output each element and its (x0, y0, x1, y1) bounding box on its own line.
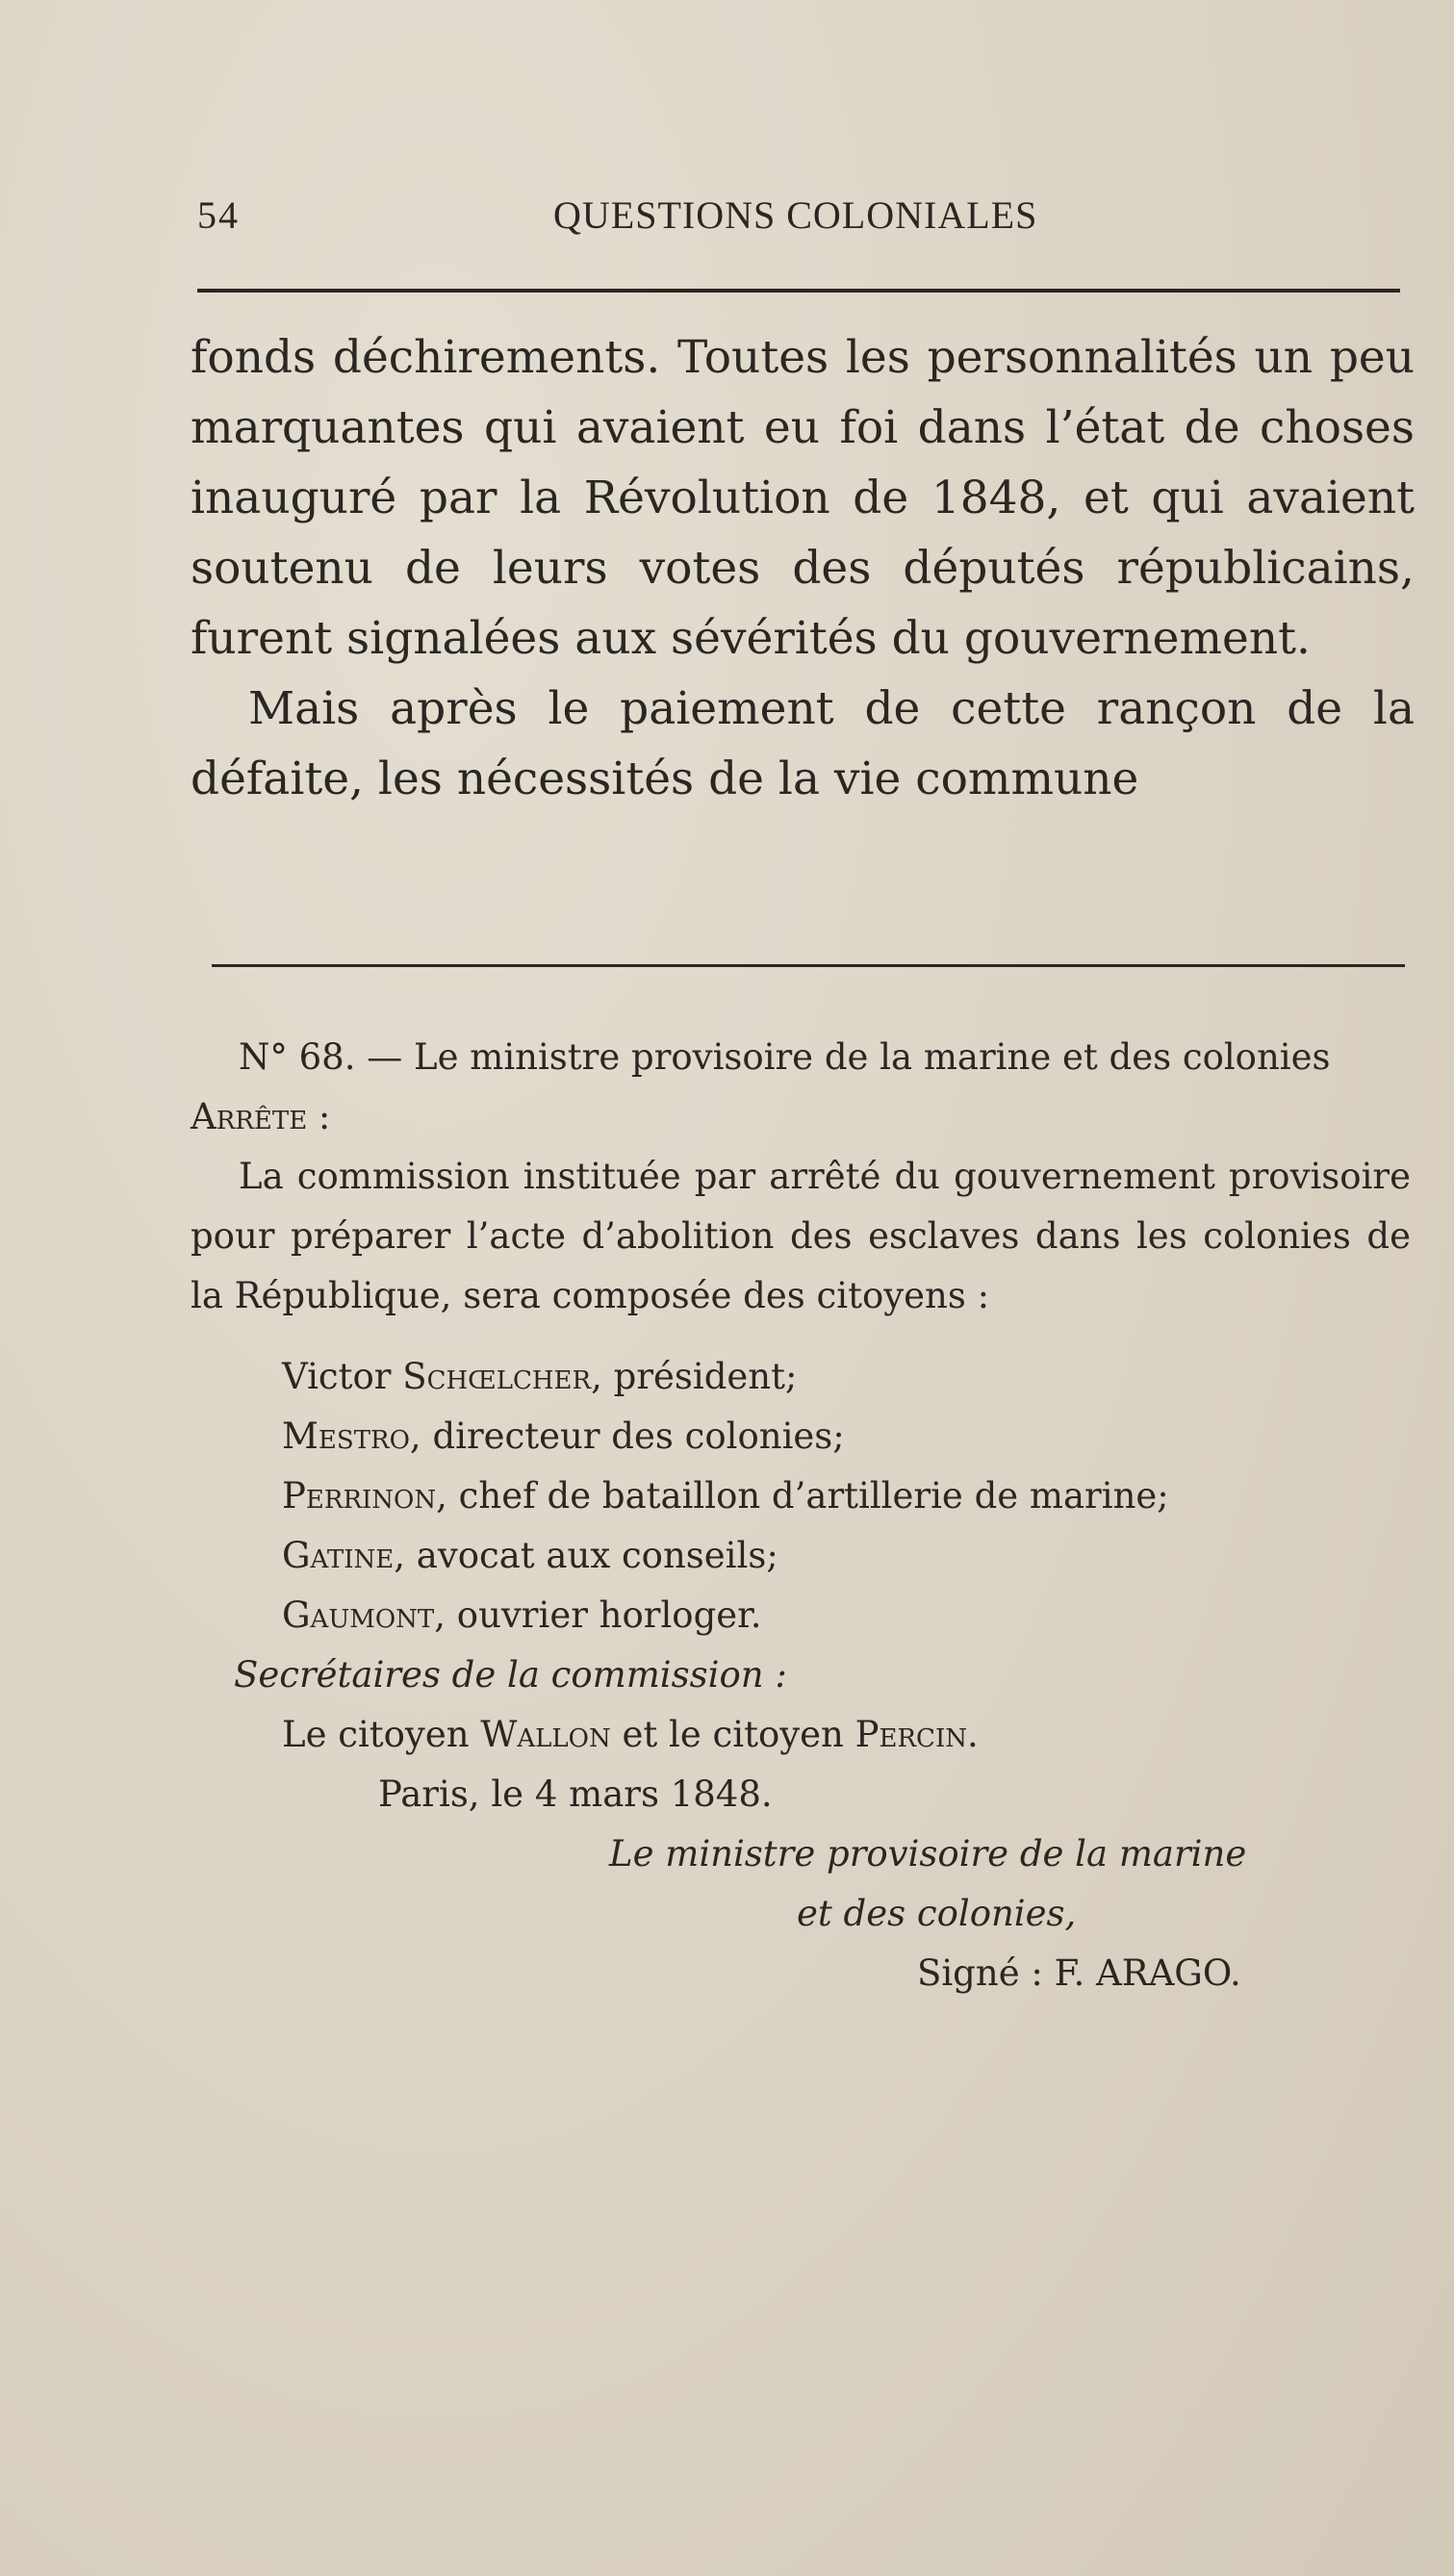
decree-text: La commission instituée par arrêté du gouvernement provisoire pour préparer l’acte d’abolition des esclaves dans les colonies de la République, sera composée des citoyens : (191, 1156, 1411, 1316)
running-header (197, 192, 1400, 250)
paragraph-1: fonds déchirements. Toutes les personnalités un peu marquantes qui avaient eu foi dans l’état de choses inauguré par la Révolution de 1848, et qui avaient soutenu de leurs votes des députés républicains, furent signalées aux sévérités du gouvernement. (191, 331, 1415, 665)
document-number: N° 68. — Le ministre provisoire de la marine et des colonies (239, 1036, 1331, 1078)
signature: Signé : F. ARAGO. (917, 1952, 1241, 1994)
running-title: QUESTIONS COLONIALES (553, 193, 1038, 237)
member-line (191, 1467, 1411, 1526)
signature-title: Le ministre provisoire de la marine (609, 1833, 1247, 1875)
footnote-document (191, 1028, 1411, 2003)
member-surname: Gaumont (282, 1594, 435, 1636)
secretaries-prefix: Le citoyen (282, 1714, 481, 1755)
paragraph-2: Mais après le paiement de cette rançon de la défaite, les nécessités de la vie commune (191, 682, 1415, 805)
member-line (191, 1586, 1411, 1645)
member-line (191, 1407, 1411, 1467)
member-role: , chef de bataillon d’artillerie de marine; (436, 1475, 1169, 1517)
member-line (191, 1347, 1411, 1407)
page-number: 54 (197, 193, 240, 237)
member-role: , ouvrier horloger. (434, 1594, 762, 1636)
secretaries-line (191, 1705, 1411, 1765)
secretaries-middle: et le citoyen (610, 1714, 855, 1755)
member-role: , avocat aux conseils; (394, 1535, 778, 1576)
main-text (191, 322, 1415, 814)
secretaries-suffix: . (966, 1714, 979, 1755)
secretaries-label: Secrétaires de la commission : (234, 1654, 787, 1696)
member-role: , directeur des colonies; (409, 1416, 845, 1457)
secretary-name: Wallon (480, 1714, 611, 1755)
member-first-name: Victor (282, 1356, 392, 1397)
signature-title-cont: et des colonies, (797, 1893, 1077, 1934)
member-surname: Gatine (282, 1535, 395, 1576)
secretary-name: Percin (855, 1714, 967, 1755)
member-surname: Perrinon (282, 1475, 437, 1517)
arrete-heading: Arrête : (191, 1096, 331, 1137)
member-surname: Schœlcher (402, 1356, 592, 1397)
footnote-rule (212, 964, 1405, 967)
header-rule (197, 289, 1400, 293)
member-role: , président; (591, 1356, 798, 1397)
member-line (191, 1526, 1411, 1586)
member-surname: Mestro (282, 1416, 410, 1457)
place-date: Paris, le 4 mars 1848. (378, 1773, 773, 1815)
